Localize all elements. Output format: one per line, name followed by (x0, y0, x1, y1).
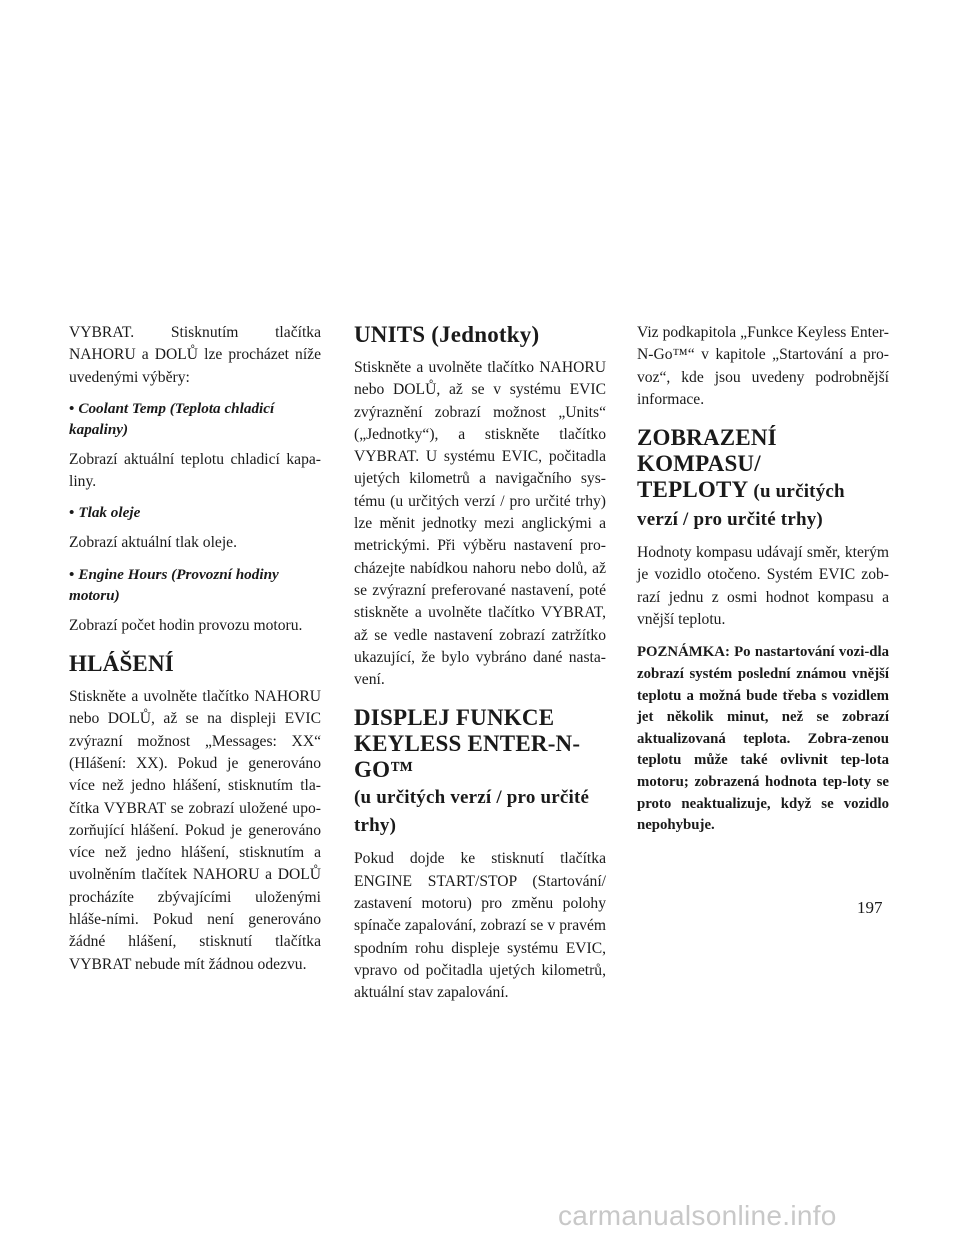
messages-body: Stiskněte a uvolněte tlačítko NAHORU nebo DOLŮ, až se na displeji EVIC zvýrazní možnost „Messages: XX“ (Hlášení: XX). Pokud je generováno více než jedno hlášení, stisknutím tla-čítka VYBRAT se zobrazí uložené upo-zorňující hlášení. Pokud je generováno více než jedno hlášení, stisknutím a uvolněním tlačítek NAHORU a DOLŮ procházíte zbývajícími uloženými hláše-ními. Pokud není generováno žádné hlášení, stisknutí tlačítka VYBRAT nebude mít žádnou odezvu. (69, 688, 321, 973)
compass-heading-line1: ZOBRAZENÍ KOMPASU/ (637, 425, 777, 477)
bullet-icon: • (69, 565, 75, 583)
bullet-label: Engine Hours (Provozní hodiny motoru) (69, 565, 279, 604)
column-left (69, 322, 321, 976)
compass-heading (637, 425, 889, 533)
oil-pressure-text: Zobrazí aktuální tlak oleje. (69, 534, 237, 552)
bullet-icon: • (69, 399, 75, 417)
keyless-reference: Viz podkapitola „Funkce Keyless Enter-N-Go™“ v kapitole „Startování a pro-voz“, kde jsou uvedeny podrobnější informace. (637, 324, 889, 408)
column-right (637, 322, 889, 837)
coolant-temp-text: Zobrazí aktuální teplotu chladicí kapa-liny. (69, 450, 321, 491)
units-heading: UNITS (Jednotky) (354, 322, 540, 347)
watermark: carmanualsonline.info (558, 1200, 837, 1231)
intro-paragraph: VYBRAT. Stisknutím tlačítka NAHORU a DOLŮ lze procházet níže uvedenými výběry: (69, 324, 321, 386)
bullet-label: Coolant Temp (Teplota chladicí kapaliny) (69, 399, 275, 438)
bullet-coolant-temp (69, 398, 321, 440)
compass-heading-sub: (u určitých verzí / pro určité trhy) (637, 481, 845, 531)
bullet-label: Tlak oleje (78, 504, 141, 522)
messages-heading: HLÁŠENÍ (69, 651, 174, 677)
compass-body: Hodnoty kompasu udávají směr, kterým je vozidlo otočeno. Systém EVIC zob-razí jednu z osmi hodnot kompasu a vnější teplotu. (637, 544, 889, 629)
engine-hours-text: Zobrazí počet hodin provozu motoru. (69, 616, 303, 634)
keyless-heading-line1: DISPLEJ FUNKCE (354, 705, 555, 731)
keyless-body: Pokud dojde ke stisknutí tlačítka ENGINE START/STOP (Startování/ zastavení motoru) pro změnu polohy spínače zapalování, zobrazí se v pravém spodním rohu displeje systému EVIC, vpravo od počitadla ujetých kilometrů, aktuální stav zapalování. (354, 850, 606, 1002)
note-paragraph: POZNÁMKA: Po nastartování vozi-dla zobrazí systém poslední známou vnější teplotu a možná bude třeba s vozidlem jet několik minut, než se zobrazí aktualizovaná teplota. Zobra-zenou teplotu může také ovlivnit tep-lota motoru; zobrazená hodnota tep-loty se proto neaktualizuje, když se vozidlo nepohybuje. (637, 644, 889, 834)
page-number: 197 (857, 898, 883, 917)
keyless-heading-line2: KEYLESS ENTER-N-GO™ (354, 731, 581, 783)
bullet-icon: • (69, 504, 75, 522)
keyless-heading (354, 705, 606, 839)
compass-heading-line2: TEPLOTY (637, 477, 748, 503)
bullet-engine-hours (69, 564, 321, 606)
bullet-oil-pressure (69, 502, 321, 523)
units-body: Stiskněte a uvolněte tlačítko NAHORU nebo DOLŮ, až se v systému EVIC zvýraznění zobrazí možnost „Units“ („Jednotky“), a stiskněte tlačítko VYBRAT. U systému EVIC, počitadla ujetých kilometrů a navigačního sys-tému (u určitých verzí / pro určité trhy) lze měnit jednotky mezi anglickými a metrickými. Při výběru nastavení pro-cházejte nabídkou nahoru nebo dolů, až se zvýrazní preferované nastavení, poté stiskněte a uvolněte tlačítko VYBRAT, až se vedle nastavení zobrazí zatržítko ukazující, že bylo vybráno dané nasta-vení. (354, 359, 606, 689)
column-middle (354, 322, 606, 1005)
keyless-heading-sub: (u určitých verzí / pro určité trhy) (354, 787, 590, 837)
